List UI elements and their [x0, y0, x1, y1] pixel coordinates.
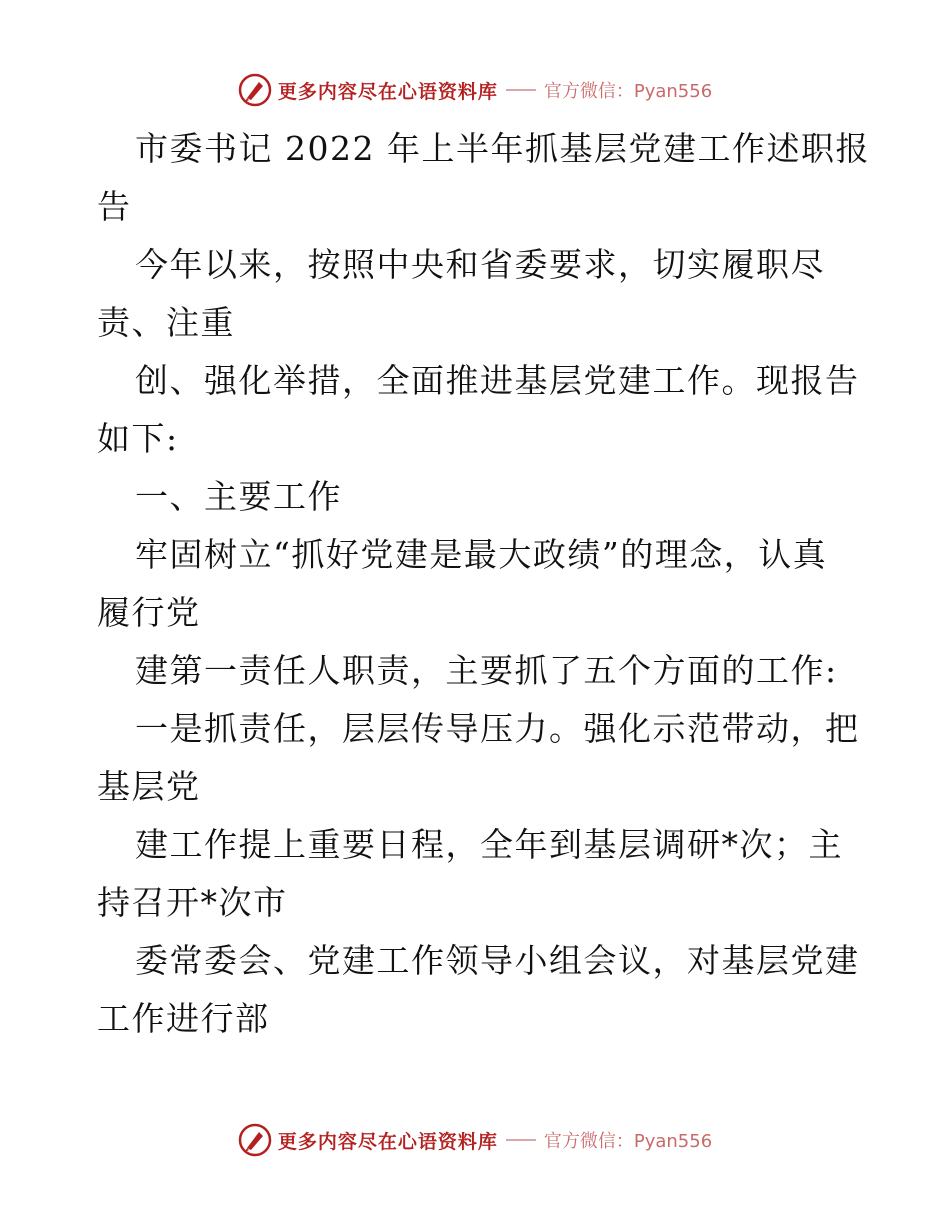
paragraph-line: 基层党 — [97, 767, 201, 806]
paragraph-line: 持召开*次市 — [97, 883, 288, 922]
paragraph-line: 工作进行部 — [97, 999, 270, 1038]
footer-banner — [0, 1120, 950, 1160]
banner-sub-text: 官方微信：Pyan556 — [543, 81, 713, 102]
pen-logo-icon — [238, 1123, 272, 1157]
banner-main-text: 更多内容尽在心语资料库 — [277, 1130, 498, 1153]
document-body — [97, 120, 870, 1048]
banner-divider — [506, 89, 536, 91]
title-line-1: 市委书记 2022 年上半年抓基层党建工作述职报 — [135, 129, 870, 168]
paragraph-line: 一是抓责任，层层传导压力。强化示范带动，把 — [135, 709, 860, 748]
header-banner-inner — [238, 73, 712, 107]
section-heading: 一、主要工作 — [135, 477, 342, 516]
footer-banner-inner — [238, 1123, 712, 1157]
paragraph-line: 今年以来，按照中央和省委要求，切实履职尽 — [135, 245, 825, 284]
paragraph-line: 如下: — [97, 419, 179, 458]
banner-divider — [506, 1139, 536, 1141]
pen-logo-icon — [238, 73, 272, 107]
paragraph-line: 建工作提上重要日程，全年到基层调研*次；主 — [135, 825, 843, 864]
banner-sub-text: 官方微信：Pyan556 — [543, 1131, 713, 1152]
header-banner — [0, 70, 950, 110]
paragraph-line: 履行党 — [97, 593, 201, 632]
banner-main-text: 更多内容尽在心语资料库 — [277, 80, 498, 103]
paragraph-line: 创、强化举措，全面推进基层党建工作。现报告 — [135, 361, 860, 400]
paragraph-line: 委常委会、党建工作领导小组会议，对基层党建 — [135, 941, 860, 980]
paragraph-line: 牢固树立“抓好党建是最大政绩”的理念，认真 — [135, 535, 828, 574]
paragraph-line: 责、注重 — [97, 303, 235, 342]
paragraph-line: 建第一责任人职责，主要抓了五个方面的工作: — [135, 651, 838, 690]
title-line-2: 告 — [97, 187, 132, 226]
